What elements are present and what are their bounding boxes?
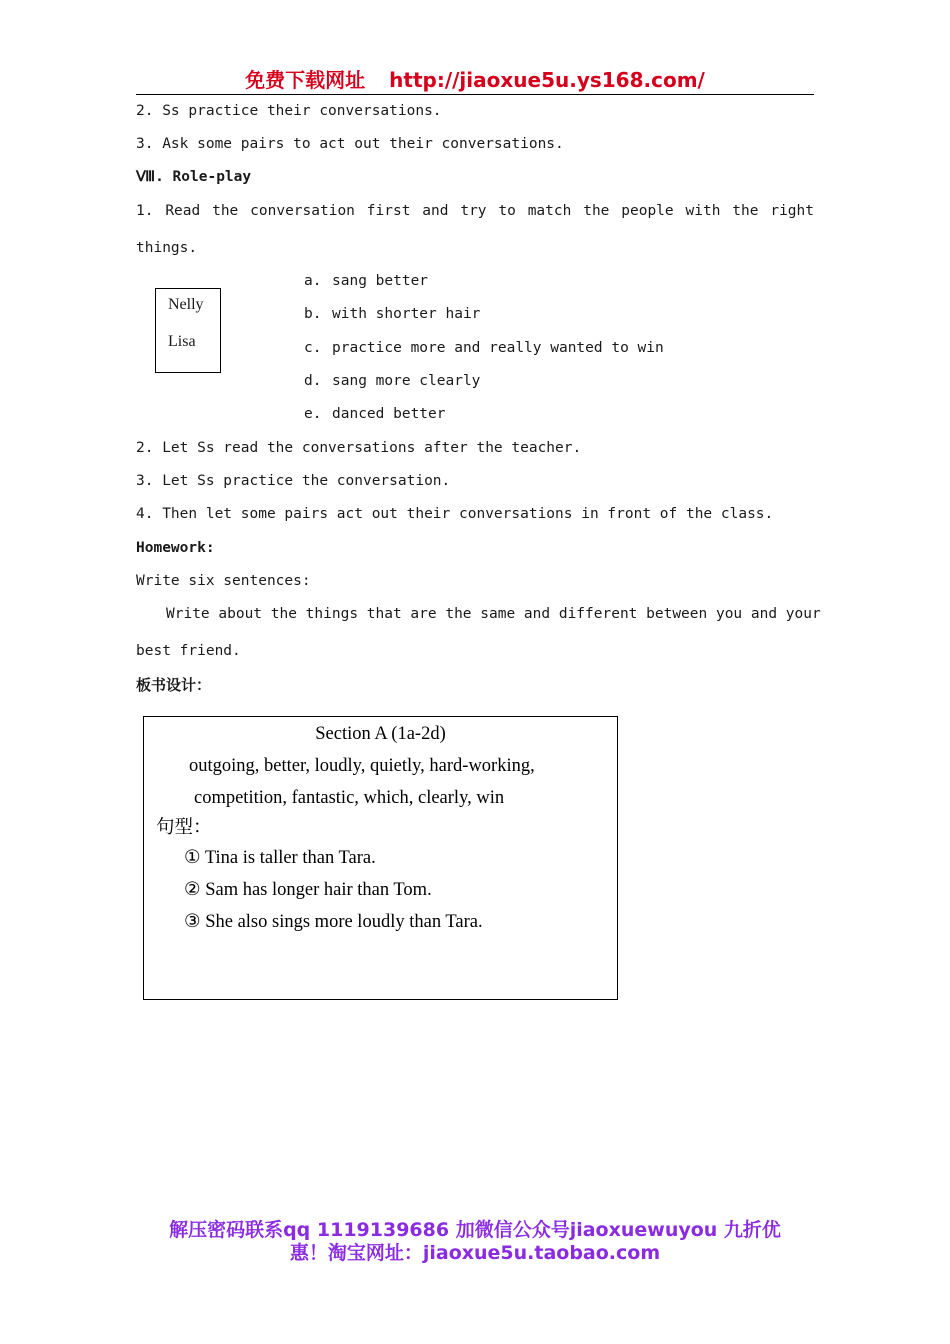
person-name: Nelly [168, 296, 204, 313]
match-option [304, 372, 480, 390]
option-letter: a. [304, 273, 322, 289]
board-design-heading: 板书设计： [136, 676, 212, 694]
homework-line: Write six sentences: [136, 573, 311, 589]
option-letter: d. [304, 373, 322, 389]
step-line: 4. Then let some pairs act out their conversations in front of the class. [136, 506, 774, 522]
homework-heading: Homework: [136, 540, 215, 556]
option-text: with shorter hair [332, 306, 481, 322]
section-heading-role-play: Ⅷ. Role-play [136, 169, 252, 185]
board-pattern-label: 句型： [156, 818, 212, 838]
option-letter: e. [304, 406, 322, 422]
step-line: 2. Let Ss read the conversations after the teacher. [136, 440, 582, 456]
option-text: sang more clearly [332, 373, 481, 389]
match-option [304, 305, 480, 323]
board-sentence: ② Sam has longer hair than Tom. [184, 880, 432, 900]
option-letter: c. [304, 340, 322, 356]
step-line: 3. Ask some pairs to act out their conversations. [136, 136, 564, 152]
footer-line: 解压密码联系qq 1119139686 加微信公众号jiaoxuewuyou 九折优 [169, 1219, 781, 1241]
option-text: practice more and really wanted to win [332, 340, 664, 356]
option-letter: b. [304, 306, 322, 322]
match-option [304, 405, 446, 423]
homework-task-cont: best friend. [136, 643, 241, 659]
homework-task: Write about the things that are the same and different between you and your [166, 606, 821, 622]
match-option [304, 272, 428, 290]
board-sentence: ① Tina is taller than Tara. [184, 848, 376, 868]
board-design-box [143, 716, 618, 1000]
instruction-line: 1. Read the conversation first and try to match the people with the right [136, 203, 814, 219]
board-title: Section A (1a-2d) [315, 724, 446, 744]
step-line: 2. Ss practice their conversations. [136, 103, 442, 119]
header-site-label: 免费下载网址 [245, 68, 366, 92]
board-vocab-line: competition, fantastic, which, clearly, win [194, 788, 505, 808]
option-text: danced better [332, 406, 446, 422]
page-header [136, 66, 814, 95]
match-option [304, 339, 664, 357]
board-sentence: ③ She also sings more loudly than Tara. [184, 912, 483, 932]
header-url-link[interactable]: http://jiaoxue5u.ys168.com/ [389, 68, 705, 92]
footer-line: 惠！淘宝网址：jiaoxue5u.taobao.com [289, 1242, 661, 1264]
person-name: Lisa [168, 333, 196, 350]
board-vocab-line: outgoing, better, loudly, quietly, hard-working, [189, 756, 535, 776]
instruction-line-cont: things. [136, 240, 198, 256]
step-line: 3. Let Ss practice the conversation. [136, 473, 451, 489]
option-text: sang better [332, 273, 429, 289]
people-box [155, 288, 221, 373]
